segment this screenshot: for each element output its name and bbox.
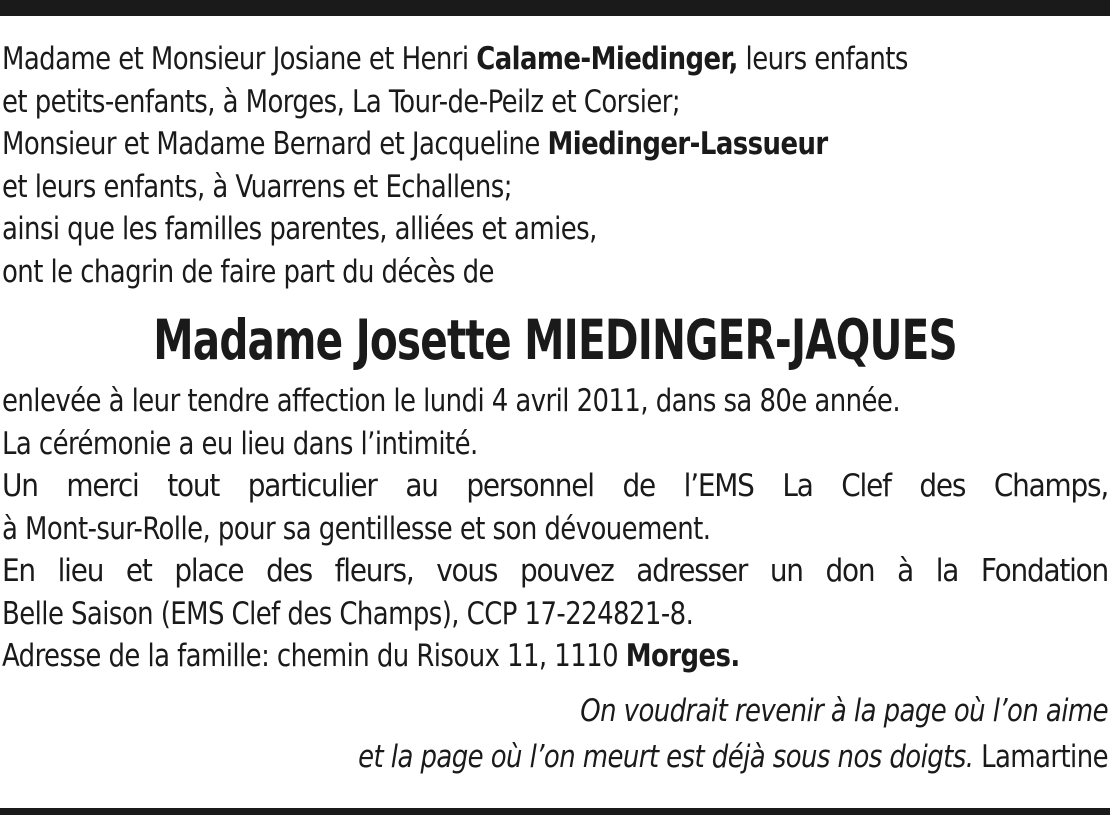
intro-text: Monsieur et Madame Bernard et Jacqueline xyxy=(2,126,548,162)
intro-line-6: ont le chagrin de faire part du décès de xyxy=(2,253,494,290)
top-rule xyxy=(0,0,1110,16)
intro-line-3 xyxy=(2,123,1031,166)
quote-text: On voudrait revenir à la page où l’on aime xyxy=(580,692,1108,729)
intro-line-1 xyxy=(2,38,1031,81)
intro-line-2: et petits-enfants, à Morges, La Tour-de-Peilz et Corsier; xyxy=(2,83,681,120)
quote-text: et la page où l’on meurt est déjà sous nos doigts. xyxy=(358,738,974,775)
quote-block xyxy=(2,688,1108,780)
body-line-5: En lieu et place des fleurs, vous pouvez adresser un don à la Fondation xyxy=(2,553,1108,589)
quote-author: Lamartine xyxy=(973,738,1108,775)
body-line-6: Belle Saison (EMS Clef des Champs), CCP 17-224821-8. xyxy=(2,595,694,632)
intro-text: Madame et Monsieur Josiane et Henri xyxy=(2,41,477,77)
body-line-4: à Mont-sur-Rolle, pour sa gentillesse et son dévouement. xyxy=(2,510,711,547)
body-line-7 xyxy=(2,635,1031,678)
quote-line-2 xyxy=(79,734,1108,780)
quote-line-1 xyxy=(79,688,1108,734)
intro-text: leurs enfants xyxy=(737,41,908,77)
deceased-name-block xyxy=(2,307,1108,373)
body-line-1: enlevée à leur tendre affection le lundi 4 avril 2011, dans sa 80e année. xyxy=(2,383,901,419)
death-notice xyxy=(2,38,1108,780)
family-name-miedinger: Miedinger-Lassueur xyxy=(547,126,828,162)
body-line-3: Un merci tout particulier au personnel de l’EMS La Clef des Champs, xyxy=(2,468,1108,504)
bottom-rule xyxy=(0,808,1110,815)
address-text: Adresse de la famille: chemin du Risoux 11, 1110 xyxy=(2,638,626,674)
intro-line-5: ainsi que les familles parentes, alliées et amies, xyxy=(2,211,597,247)
intro-line-4: et leurs enfants, à Vuarrens et Echallens; xyxy=(2,168,512,205)
deceased-name: Madame Josette MIEDINGER-JAQUES xyxy=(153,308,957,372)
address-city: Morges. xyxy=(625,638,740,674)
family-name-calame: Calame-Miedinger, xyxy=(476,41,738,77)
body-line-2: La cérémonie a eu lieu dans l’intimité. xyxy=(2,425,478,462)
